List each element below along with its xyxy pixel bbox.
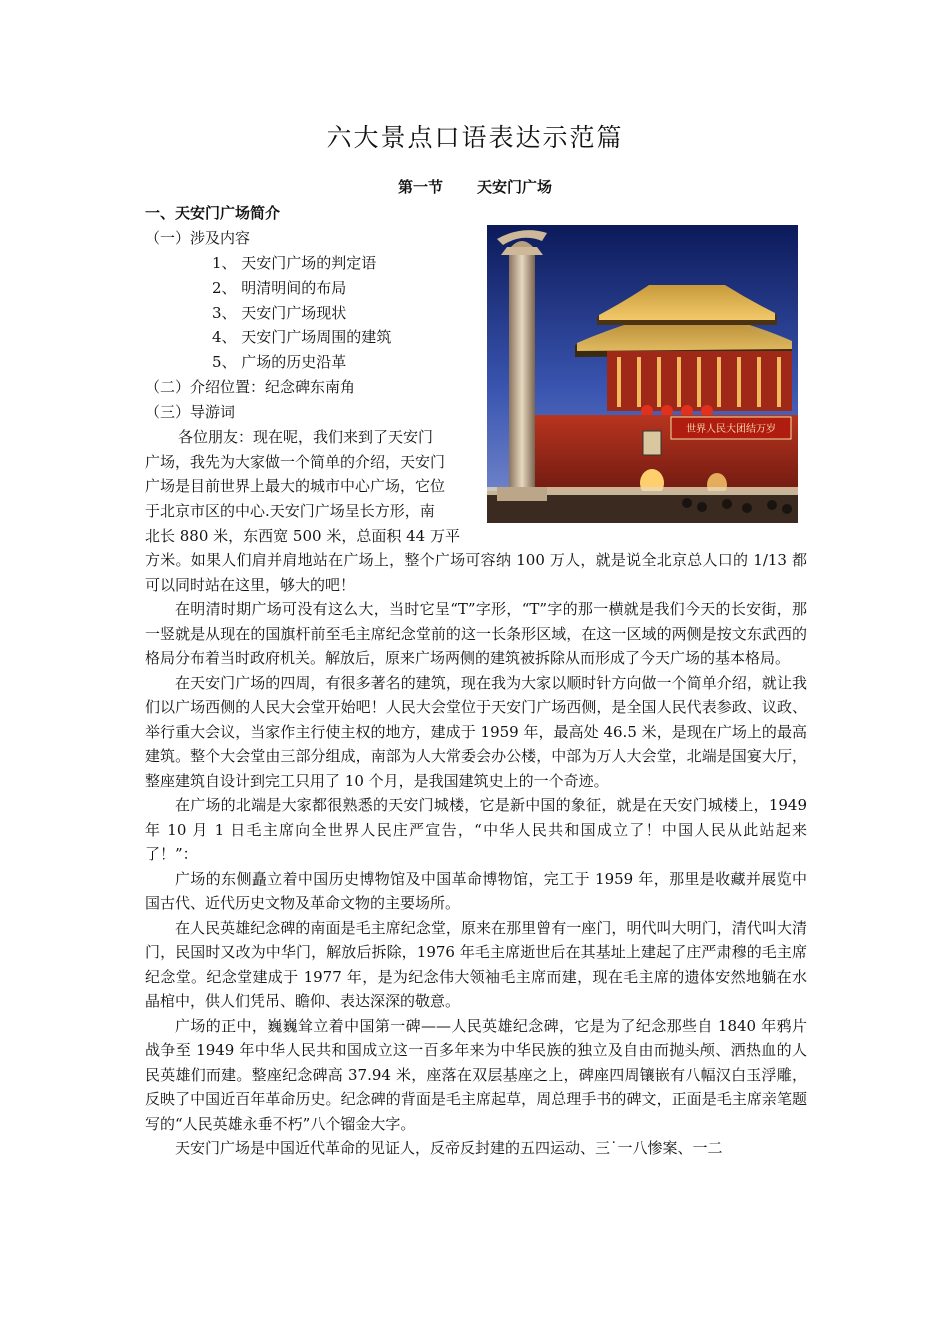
wrapped-text-line: 广场，我先为大家做一个简单的介绍，天安门 — [145, 453, 446, 471]
wrapped-text-line: 各位朋友：现在呢，我们来到了天安门 — [178, 428, 434, 446]
paragraph: 在广场的北端是大家都很熟悉的天安门城楼，它是新中国的象征，就是在天安门城楼上，1949 年 10 月 1 日毛主席向全世界人民庄严宣告，“中华人民共和国成立了！中国人民从此站起来了！”： — [145, 796, 807, 863]
section-title — [0, 176, 950, 197]
paragraph: 在人民英雄纪念碑的南面是毛主席纪念堂，原来在那里曾有一座门，明代叫大明门，清代叫大清门，民国时又改为中华门，解放后拆除，1976 年毛主席逝世后在其基址上建起了庄严肃穆的毛主席纪念堂。纪念堂建成于 1977 年，是为纪念伟大领袖毛主席而建，现在毛主席的遗体安然地躺在水晶棺中，供人们凭吊、瞻仰、表达深深的敬意。 — [145, 918, 807, 1010]
subheading-guide-speech: （三）导游词 — [145, 403, 236, 421]
wrapped-text-line: 于北京市区的中心.天安门广场呈长方形，南 — [145, 502, 435, 520]
section-name: 天安门广场 — [477, 178, 553, 196]
wrapped-text-line: 北长 880 米，东西宽 500 米，总面积 44 万平 — [145, 527, 460, 545]
wrapped-text-line: 广场是目前世界上最大的城市中心广场，它位 — [145, 477, 446, 495]
paragraph: 在明清时期广场可没有这么大，当时它呈“T”字形，“T”字的那一横就是我们今天的长安街，那一竖就是从现在的国旗杆前至毛主席纪念堂前的这一长条形区域，在这一区域的两侧是按文东武西的格局分布着当时政府机关。解放后，原来广场两侧的建筑被拆除从而形成了今天广场的基本格局。 — [145, 600, 807, 667]
paragraph: 方米。如果人们肩并肩地站在广场上，整个广场可容纳 100 万人，就是说全北京总人口的 1/13 都可以同时站在这里，够大的吧！ — [145, 551, 807, 594]
list-item: 3、 天安门广场现状 — [212, 304, 347, 322]
list-item: 1、 天安门广场的判定语 — [212, 254, 377, 272]
list-item: 5、 广场的历史沿革 — [212, 353, 347, 371]
subheading-position: （二）介绍位置：纪念碑东南角 — [145, 378, 356, 396]
paragraph: 广场的东侧矗立着中国历史博物馆及中国革命博物馆，完工于 1959 年，那里是收藏并展览中国古代、近代历史文物及革命文物的主要场所。 — [145, 869, 807, 912]
body-text — [145, 548, 807, 1161]
subheading-content: （一）涉及内容 — [145, 229, 251, 247]
paragraph: 广场的正中，巍巍耸立着中国第一碑——人民英雄纪念碑，它是为了纪念那些自 1840 年鸦片战争至 1949 年中华人民共和国成立这一百多年来为中华民族的独立及自由而抛头颅、洒热血的人民英雄们而建。整座纪念碑高 37.94 米，座落在双层基座之上，碑座四周镶嵌有八幅汉白玉浮雕，反映了中国近百年革命历史。纪念碑的背面是毛主席起草，周总理手书的碑文，正面是毛主席亲笔题写的“人民英雄永垂不朽”八个镏金大字。 — [145, 1016, 807, 1133]
list-item: 2、 明清明间的布局 — [212, 279, 347, 297]
section-label: 第一节 — [397, 178, 443, 196]
paragraph: 天安门广场是中国近代革命的见证人，反帝反封建的五四运动、三˙一八惨案、一二 — [175, 1139, 723, 1157]
document-title: 六大景点口语表达示范篇 — [326, 123, 624, 152]
paragraph: 在天安门广场的四周，有很多著名的建筑，现在我为大家以顺时针方向做一个简单介绍，就让我们以广场西侧的人民大会堂开始吧！人民大会堂位于天安门广场西侧，是全国人民代表参政、议政、举行重大会议，当家作主行使主权的地方，建成于 1959 年，最高处 46.5 米，是现在广场上的最高建筑。整个大会堂由三部分组成，南部为人大常委会办公楼，中部为万人大会堂，北端是国宴大厅，整座建筑自设计到完工只用了 10 个月，是我国建筑史上的一个奇迹。 — [145, 673, 807, 790]
heading-intro: 一、天安门广场简介 — [145, 204, 281, 222]
list-item: 4、 天安门广场周围的建筑 — [212, 328, 392, 346]
banner-text: 世界人民大团结万岁 — [686, 424, 776, 435]
tiananmen-photo — [487, 225, 798, 523]
